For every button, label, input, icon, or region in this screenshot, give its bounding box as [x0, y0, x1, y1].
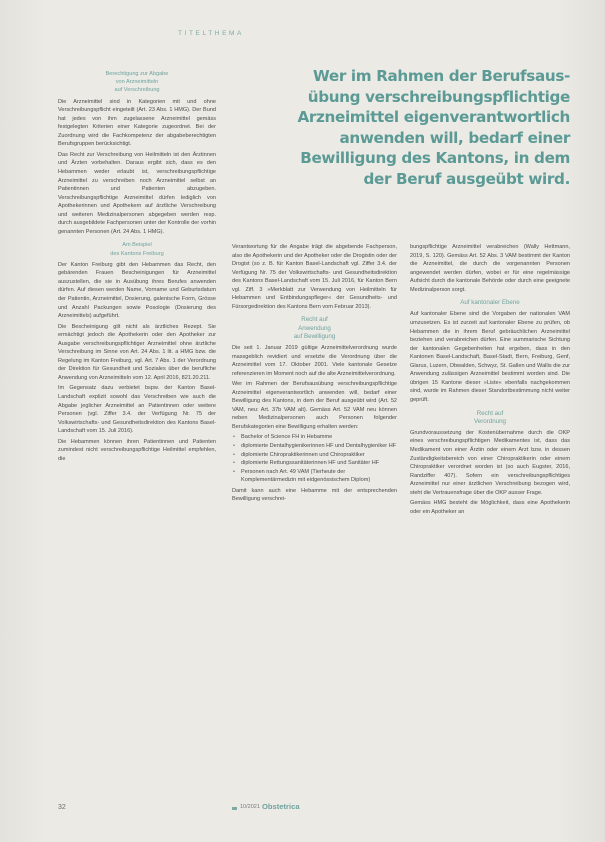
paragraph: Auf kantonaler Ebene sind die Vorgaben der nationalen VAM umzusetzen. Es ist zurzeit auf kantonaler Ebene zu prüfen, ob Hebammen die in ihrem Beruf gebräuchlichen Arzneimittel beziehen und verabreichen dürfen. Eine summarische Sichtung der kantonalen Gegebenheiten hat ergeben, dass in den Kantonen Basel-Landschaft, Basel-Stadt, Bern, Freiburg, Genf, Glarus, Luzern, Obwalden, Schwyz, St. Gallen und Wallis die zur Anwendung zulässigen Arzneimittel bestimmt worden sind. Die übrigen 15 Kantone dieser »Liste« ebenfalls nachgekommen sind, wurde im Rahmen dieser Standortbestimmung nicht weiter geprüft. — [410, 311, 570, 403]
issue-number: 10/2021 — [240, 804, 260, 810]
pull-quote-line: Bewilligung des Kantons, in dem — [300, 149, 570, 168]
section-heading — [58, 241, 216, 257]
paragraph: Damit kann auch eine Hebamme mit der entsprechenden Bewilligung verschrei- — [232, 487, 397, 503]
section-label: TITELTHEMA — [178, 30, 244, 37]
paragraph: Die Arzneimittel sind in Kategorien mit und ohne Verschreibungspflicht eingeteilt (Art. 23 Abs. 1 HMG). Der Bund hat jedes von ihm zugelassene Arzneimittel gemäss festgelegten Kriterien einer Kategorie zugeordnet. Bei der Zuordnung wird die Fachkompetenz der abgabeberechtigten Berufsgruppen berücksichtigt. — [58, 98, 216, 148]
paragraph: Gemäss HMG besteht die Möglichkeit, dass eine Apothekerin oder ein Apotheker an — [410, 500, 570, 515]
paragraph: Das Recht zur Verschreibung von Heilmitteln ist den Ärztinnen und Ärzten vorbehalten. Daraus ergibt sich, dass es den Hebammen weder erlaubt ist, verschreibungspflichtige Arzneimittel zu verschreiben noch Arzneimittel selbst an Patientinnen und Patienten abzugeben. Verschreibungspflichtige Arzneimittel dürfen lediglich von Apothekerinnen und Apothekern auf ärztliche Verschreibung und weiteren Medizinalpersonen abgegeben werden resp. durch ausgebildete Fachpersonen unter der Kontrolle der vorhin genannten Personen (Art. 24 Abs. 1 HMG). — [58, 151, 216, 235]
list-item: • Bachelor of Science FH in Hebamme — [241, 433, 397, 442]
pull-quote-line: der Beruf ausgeübt wird. — [363, 169, 570, 188]
paragraph: Der Kanton Freiburg gibt den Hebammen das Recht, den gebärenden Frauen Bescheinigungen für Arzneimittel auszustellen, die sie in Ausübung ihres Berufes anwenden dürfen. Auf diesen werden Name, Vorname und Geburtsdatum der Patientin, Arzneimittel, Dosierung, galenische Form, Grösse und Anzahl Packungen sowie Posologie (Dosierung des Arzneimittels) aufgeführt. — [58, 261, 216, 320]
magazine-name: Obstetrica — [262, 802, 300, 811]
heading-line: Am Beispiel — [122, 242, 152, 249]
profession-list — [232, 433, 397, 484]
list-item: • diplomierte Rettungssanitäterinnen HF und Sanitäter HF — [241, 459, 397, 468]
paragraph: Grundvoraussetzung der Kostenübernahme durch die OKP eines verschreibungspflichtigen Medikamentes ist, dass das Medikament von einer Ärztin oder einem Arzt bzw. in dessen Zuständigkeitsbereich von einer Chiropraktikerin oder einem Chiropraktiker verordnet worden ist (so auch Eugster, 2016, Randziffer 407). Sofern ein verschreibungspflichtiges Arzneimittel nur einer ärztlichen Verschreibung bezogen wird, steht die Vertrauensfrage über die OKP ausser Frage. — [410, 429, 570, 496]
pull-quote-line: Wer im Rahmen der Berufsaus- — [313, 67, 570, 85]
section-heading — [232, 316, 397, 341]
paragraph: Im Gegensatz dazu verbietet bspw. der Kanton Basel-Landschaft explizit sowohl das Verschreiben wie auch die Abgabe jeglicher Arzneimittel an Patientinnen oder weitere Personen (vgl. Ziffer 3.4. der Verfügung Nr. 75 der Volkswirtschafts- und Gesundheitsdirektion des Kantons Basel-Landschaft vom 15. Juli 2016). — [58, 385, 216, 435]
article-column-2 — [232, 243, 397, 506]
section-heading — [410, 299, 570, 307]
heading-line: Verordnung — [474, 417, 506, 425]
paragraph: bungspflichtige Arzneimittel verabreichen (Wally Hettmann, 2019, S. 120). Gemäss Art. 52 Abs. 3 VAM bestimmt der Kanton die Arzneimittel, die durch die vorgenannten Personen angewendet werden dürfen, wobei er für eine regelmässige Aufsicht durch die kantonale Behörde oder durch eine geeignete Medizinalperson sorgt. — [410, 244, 570, 293]
paragraph: Die seit 1. Januar 2019 gültige Arzneimittelverordnung wurde massgeblich revidiert und ersetzte die Verordnung über die Arzneimittel vom 17. Oktober 2001. Viele kantonale Gesetze referenzieren im Moment noch auf die alte Arzneimittelverordnung. — [232, 344, 397, 377]
list-item: • Personen nach Art. 49 VAM (Tierheute der Komplementärmedizin mit eidgenössischem Diplom) — [241, 468, 397, 485]
heading-line: auf Verschreibung — [114, 87, 160, 94]
paragraph: Verantwortung für die Angabe trägt die abgebende Fachperson, also die Apothekerin und der Apotheker oder die Drogistin oder der Drogist (so z. B. für Kanton Basel-Landschaft vgl. Ziffer 3.4. der Verfügung Nr. 75 der Volkswirtschafts- und Gesundheitsdirektion des Kantons Basel-Landschaft vom 15. Juli 2016, für Kanton Bern vgl. Ziff. 3 »Merkblatt zur Verwendung von Heilmitteln für Hebammen und Entbindungspfleger« der Gesundheits- und Fürsorgedirektion des Kantons Bern vom Februar 2013). — [232, 244, 397, 310]
paragraph: Die Hebammen können ihren Patientinnen und Patienten zumindest nicht verschreibungspflichtige Heilmittel empfehlen, die — [58, 438, 216, 462]
article-column-1 — [58, 70, 216, 465]
heading-line: Auf kantonaler Ebene — [460, 299, 520, 307]
page-number: 32 — [58, 804, 66, 811]
section-heading — [58, 70, 216, 95]
article-column-3 — [410, 243, 570, 518]
heading-line: Recht auf — [476, 409, 504, 417]
heading-line: des Kantons Freiburg — [110, 250, 164, 257]
heading-line: auf Bewilligung — [293, 332, 336, 340]
pull-quote-line: übung verschreibungspflichtige — [307, 87, 570, 106]
list-item: • diplomierte Dentalhygienikerinnen HF und Dentalhygieniker HF — [241, 442, 397, 451]
heading-line: von Arzneimitteln — [115, 79, 159, 86]
pull-quote-line: Arzneimittel eigenverantwortlich — [297, 108, 570, 127]
paragraph: Wer im Rahmen der Berufsausübung verschreibungspflichtige Arzneimittel eigenverantwortlich anwenden will, bedarf einer Bewilligung des Kantons, in dem der Beruf ausgeübt wird (Art. 52 VAM, neu: Art. 37b VAM alt). Gemäss Art. 52 VAM neu können neben Medizinalpersonen auch Personen folgender Berufskategorien eine Bewilligung erhalten werden: — [232, 381, 397, 430]
heading-line: Anwendung — [298, 324, 331, 332]
pull-quote — [292, 66, 570, 190]
footer-accent-mark — [232, 807, 237, 810]
section-heading — [410, 410, 570, 426]
heading-line: Recht auf — [301, 316, 328, 324]
paragraph: Die Bescheinigung gilt nicht als ärztliches Rezept. Sie ermächtigt jedoch die Apothekerin oder den Apotheker zur Ausgabe verschreibungspflichtiger Arzneimittel ohne ärztliche Verschreibung im Sinne von Art. 24 Abs. 1 lit. a HMG bzw. die Regelung im Kanton Freiburg, vgl. Art. 7 Abs. 1 der Verordnung der Direktion für Gesundheit und Soziales über die berufliche Anwendung von Arzneimitteln vom 12. April 2016, 821.20.211. — [58, 323, 216, 381]
list-item: • diplomierte Chiropraktikerinnen und Chiropraktiker — [241, 451, 397, 460]
pull-quote-line: anwenden will, bedarf einer — [339, 128, 570, 147]
heading-line: Berechtigung zur Abgabe — [105, 71, 169, 77]
